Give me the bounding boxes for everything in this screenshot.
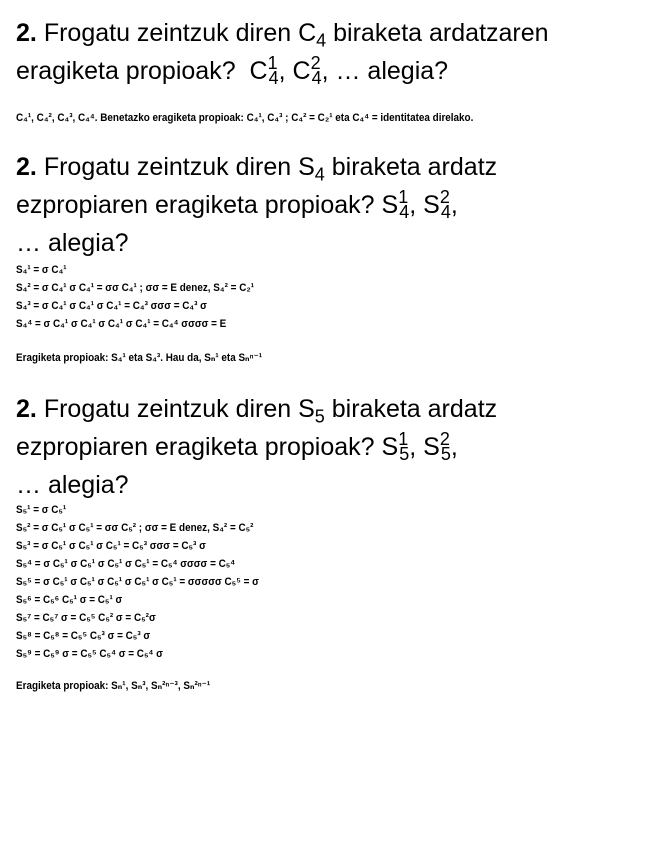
section3-equations	[16, 502, 583, 664]
equation-line: S₅⁴ = σ C₅¹ σ C₅¹ σ C₅¹ σ C₅¹ = C₅⁴ σσσσ = C₅⁴	[16, 558, 236, 570]
s4-1-sub: 4	[399, 202, 410, 223]
section2-conclusion: Eragiketa propioak: S₄¹ eta S₄³. Hau da, Sₙ¹ eta Sₙⁿ⁻¹	[16, 352, 263, 364]
section2-sub-4: 4	[314, 164, 325, 185]
equation-line: S₄⁴ = σ C₄¹ σ C₄¹ σ C₄¹ σ C₄¹ = C₄⁴ σσσσ = E	[16, 318, 227, 330]
equation-line: S₅⁹ = C₅⁹ σ = C₅⁵ C₅⁴ σ = C₅⁴ σ	[16, 648, 163, 660]
section3-heading-line1	[16, 390, 646, 428]
section1-sub-4: 4	[316, 30, 327, 51]
equation-line: S₅³ = σ C₅¹ σ C₅¹ σ C₅¹ = C₅³ σσσ = C₅³ σ	[16, 540, 206, 552]
c4-1-sub: 4	[268, 68, 279, 89]
section1-tail: , … alegia?	[321, 57, 449, 85]
equation-line: S₅² = σ C₅¹ σ C₅¹ = σσ C₅² ; σσ = E denez, S₄² = C₅²	[16, 522, 254, 534]
section1-question: eragiketa propioak?	[16, 57, 236, 85]
c4-2-sup: 2	[310, 53, 321, 74]
section2-heading-text: Frogatu zeintzuk diren S	[43, 153, 315, 181]
c4-2-base: C	[292, 57, 311, 85]
c4-1-base: C	[249, 57, 268, 85]
c4-1-sup: 1	[267, 53, 278, 74]
equation-line: S₅⁵ = σ C₅¹ σ C₅¹ σ C₅¹ σ C₅¹ σ C₅¹ = σσσσσ C₅⁵ = σ	[16, 576, 259, 588]
equation-line: S₄³ = σ C₄¹ σ C₄¹ σ C₄¹ = C₄³ σσσ = C₄³ σ	[16, 300, 207, 312]
section2-heading-rest: biraketa ardatz	[331, 153, 498, 181]
section3-heading-line3: … alegia?	[16, 471, 129, 499]
section2-equations	[16, 262, 583, 334]
section2-heading	[16, 148, 646, 262]
section2-heading-line2: ezpropiaren eragiketa propioak? $S^1_4$, $S^2_4$,	[16, 187, 458, 223]
section2-number: 2.	[16, 153, 37, 181]
section1-answer: C₄¹, C₄², C₄³, C₄⁴. Benetazko eragiketa propioak: C₄¹, C₄³ ; C₄² = C₂¹ eta C₄⁴ = identitatea direlako.	[16, 112, 474, 124]
equation-line: S₅⁶ = C₅⁶ C₅¹ σ = C₅¹ σ	[16, 594, 123, 606]
section3-heading-line2: ezpropiaren eragiketa propioak? $S^1_5$, $S^2_5$,	[16, 429, 458, 465]
s5-1-sup: 1	[398, 429, 409, 450]
section3-question: ezpropiaren eragiketa propioak? S	[16, 433, 399, 461]
section2-question: ezpropiaren eragiketa propioak? S	[16, 191, 399, 219]
section3-conclusion: Eragiketa propioak: Sₙ¹, Sₙ³, Sₙ²ⁿ⁻³, Sₙ²ⁿ⁻¹	[16, 680, 211, 692]
s5-1-sub: 5	[399, 444, 410, 465]
equation-line: S₅⁸ = C₅⁸ = C₅⁵ C₅³ σ = C₅³ σ	[16, 630, 151, 642]
equation-line: S₄² = σ C₄¹ σ C₄¹ = σσ C₄¹ ; σσ = E denez, S₄² = C₂¹	[16, 282, 255, 294]
section1-number: 2.	[16, 19, 37, 47]
equation-line: S₅⁷ = C₅⁷ σ = C₅⁵ C₅² σ = C₅²σ	[16, 612, 156, 624]
section1-heading	[16, 14, 646, 90]
section1-heading-line2: eragiketa propioak? $C^1_4$, $C^2_4$, … alegia?	[16, 53, 449, 89]
s4-1-sup: 1	[398, 187, 409, 208]
section1-heading-rest: biraketa ardatzaren	[333, 19, 549, 47]
s5-2-sup: 2	[439, 429, 450, 450]
s4-2-sup: 2	[439, 187, 450, 208]
section3-heading-rest: biraketa ardatz	[331, 395, 498, 423]
c4-2-sub: 4	[311, 68, 322, 89]
section2-heading-line3: … alegia?	[16, 229, 129, 257]
section3-number: 2.	[16, 395, 37, 423]
equation-line: S₅¹ = σ C₅¹	[16, 504, 67, 516]
section3-heading	[16, 390, 646, 504]
section1-heading-line1	[16, 14, 646, 52]
section2-heading-line1	[16, 148, 646, 186]
s5-2-sub: 5	[440, 444, 451, 465]
section3-sub-5: 5	[314, 406, 325, 427]
section3-heading-text: Frogatu zeintzuk diren S	[43, 395, 315, 423]
s4-2-sub: 4	[440, 202, 451, 223]
equation-line: S₄¹ = σ C₄¹	[16, 264, 67, 276]
section1-heading-text: Frogatu zeintzuk diren C	[43, 19, 317, 47]
